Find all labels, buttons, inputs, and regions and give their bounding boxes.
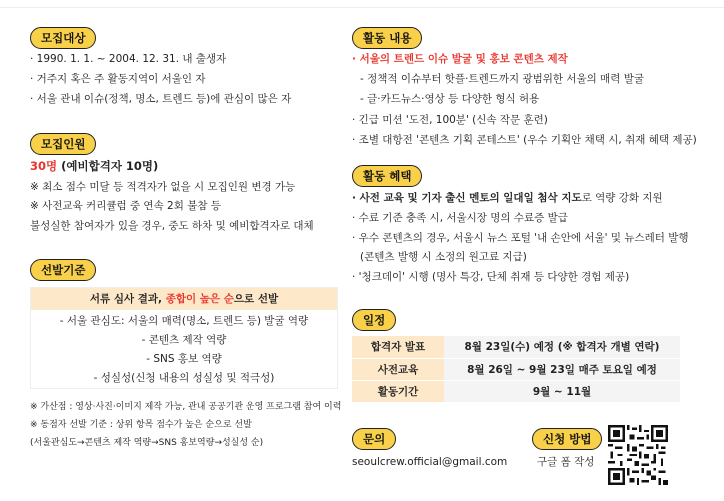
schedule-label: 활동기간 [352, 380, 444, 402]
schedule-title: 일정 [352, 309, 396, 331]
benefits-item-2: · 수료 기준 충족 시, 서울시장 명의 수료증 발급 [352, 212, 568, 224]
benefits-title: 활동 혜택 [352, 165, 422, 187]
schedule-label: 합격자 발표 [352, 336, 444, 358]
schedule-value: 8월 26일 ~ 9월 23일 매주 토요일 예정 [444, 358, 680, 380]
schedule-value: 8월 23일(수) 예정 (※ 합격자 개별 연락) [444, 336, 680, 358]
eligibility-title: 모집대상 [30, 27, 96, 49]
top-edge [0, 0, 724, 8]
recruit-count: 30명 [30, 159, 58, 173]
activities-title: 활동 내용 [352, 27, 422, 49]
criteria-title: 선발기준 [30, 259, 96, 281]
eligibility-item-2: · 거주지 혹은 주 활동지역이 서울인 자 [30, 73, 206, 85]
recruit-note-3: 불성실한 참여자가 있을 경우, 중도 하차 및 예비합격자로 대체 [30, 220, 314, 232]
criteria-headline [31, 288, 337, 310]
apply-method: 구글 폼 작성 [537, 456, 595, 468]
activities-sub-1: - 정책적 이슈부터 핫플·트렌드까지 광범위한 서울의 매력 발굴 [360, 73, 645, 85]
benefits-item-1-rest: 로 역량 강화 지원 [581, 192, 663, 204]
contact-title: 문의 [352, 428, 396, 450]
benefits-item-1-bold: · 사전 교육 및 기자 출신 멘토의 일대일 첨삭 지도 [352, 192, 582, 204]
schedule-row [352, 336, 680, 358]
recruit-note-1: ※ 최소 점수 미달 등 적격자가 없을 시 모집인원 변경 가능 [30, 181, 296, 193]
schedule-table [352, 336, 680, 403]
criteria-box [30, 287, 338, 389]
criteria-footnote-2: ※ 동점자 선발 기준 : 상위 항목 점수가 높은 순으로 선발 [30, 420, 252, 430]
eligibility-item-3: · 서울 관내 이슈(정책, 명소, 트렌드 등)에 관심이 많은 자 [30, 93, 292, 105]
qr-code[interactable] [608, 425, 668, 485]
criteria-footnote-1: ※ 가산점 : 영상·사진·이미지 제작 가능, 관내 공공기관 운영 프로그램 참여 이력 [30, 402, 342, 412]
recruit-note-2: ※ 사전교육 커리큘럼 중 연속 2회 불참 등 [30, 200, 221, 212]
criteria-line-4: - 성실성(신청 내용의 성실성 및 적극성) [93, 372, 275, 384]
criteria-head-after: 으로 선발 [233, 293, 279, 305]
benefits-item-3: · 우수 콘텐츠의 경우, 서울시 뉴스 포털 '내 손안에 서울' 및 뉴스레터 발행 [352, 232, 689, 244]
recruit-count-note: (예비합격자 10명) [57, 159, 159, 173]
criteria-line-1: - 서울 관심도: 서울의 매력(명소, 트렌드 등) 발굴 역량 [59, 315, 309, 327]
criteria-head-before: 서류 심사 결과, [89, 293, 166, 305]
activities-main: · 서울의 트렌드 이슈 발굴 및 홍보 콘텐츠 제작 [352, 53, 568, 65]
criteria-line-2: - 콘텐츠 제작 역량 [141, 334, 227, 346]
criteria-line-3: - SNS 홍보 역량 [146, 353, 222, 365]
recruit-count-line [30, 159, 158, 173]
schedule-value: 9월 ~ 11월 [444, 380, 680, 402]
contact-email[interactable]: seoulcrew.official@gmail.com [352, 456, 508, 468]
activities-sub-2: - 글·카드뉴스·영상 등 다양한 형식 허용 [360, 93, 540, 105]
criteria-head-highlight: 종합이 높은 순 [165, 293, 234, 305]
criteria-footnote-3: (서울관심도→콘텐츠 제작 역량→SNS 홍보역량→성실성 순) [30, 438, 264, 448]
eligibility-item-1: · 1990. 1. 1. ~ 2004. 12. 31. 내 출생자 [30, 53, 227, 65]
benefits-item-1 [352, 191, 663, 205]
benefits-item-4: (콘텐츠 발행 시 소정의 원고료 지급) [360, 251, 527, 263]
schedule-row [352, 358, 680, 380]
apply-title: 신청 방법 [532, 428, 602, 450]
benefits-item-5: · '청크데이' 시행 (명사 특강, 단체 취재 등 다양한 경험 제공) [352, 271, 630, 283]
schedule-row [352, 380, 680, 402]
activities-item-1: · 긴급 미션 '도전, 100분' (신속 작문 훈련) [352, 114, 548, 126]
recruit-title: 모집인원 [30, 133, 96, 155]
schedule-label: 사전교육 [352, 358, 444, 380]
activities-item-2: · 조별 대항전 '콘텐츠 기획 콘테스트' (우수 기획안 채택 시, 취재 혜택 제공) [352, 134, 697, 146]
criteria-lines [31, 310, 337, 388]
